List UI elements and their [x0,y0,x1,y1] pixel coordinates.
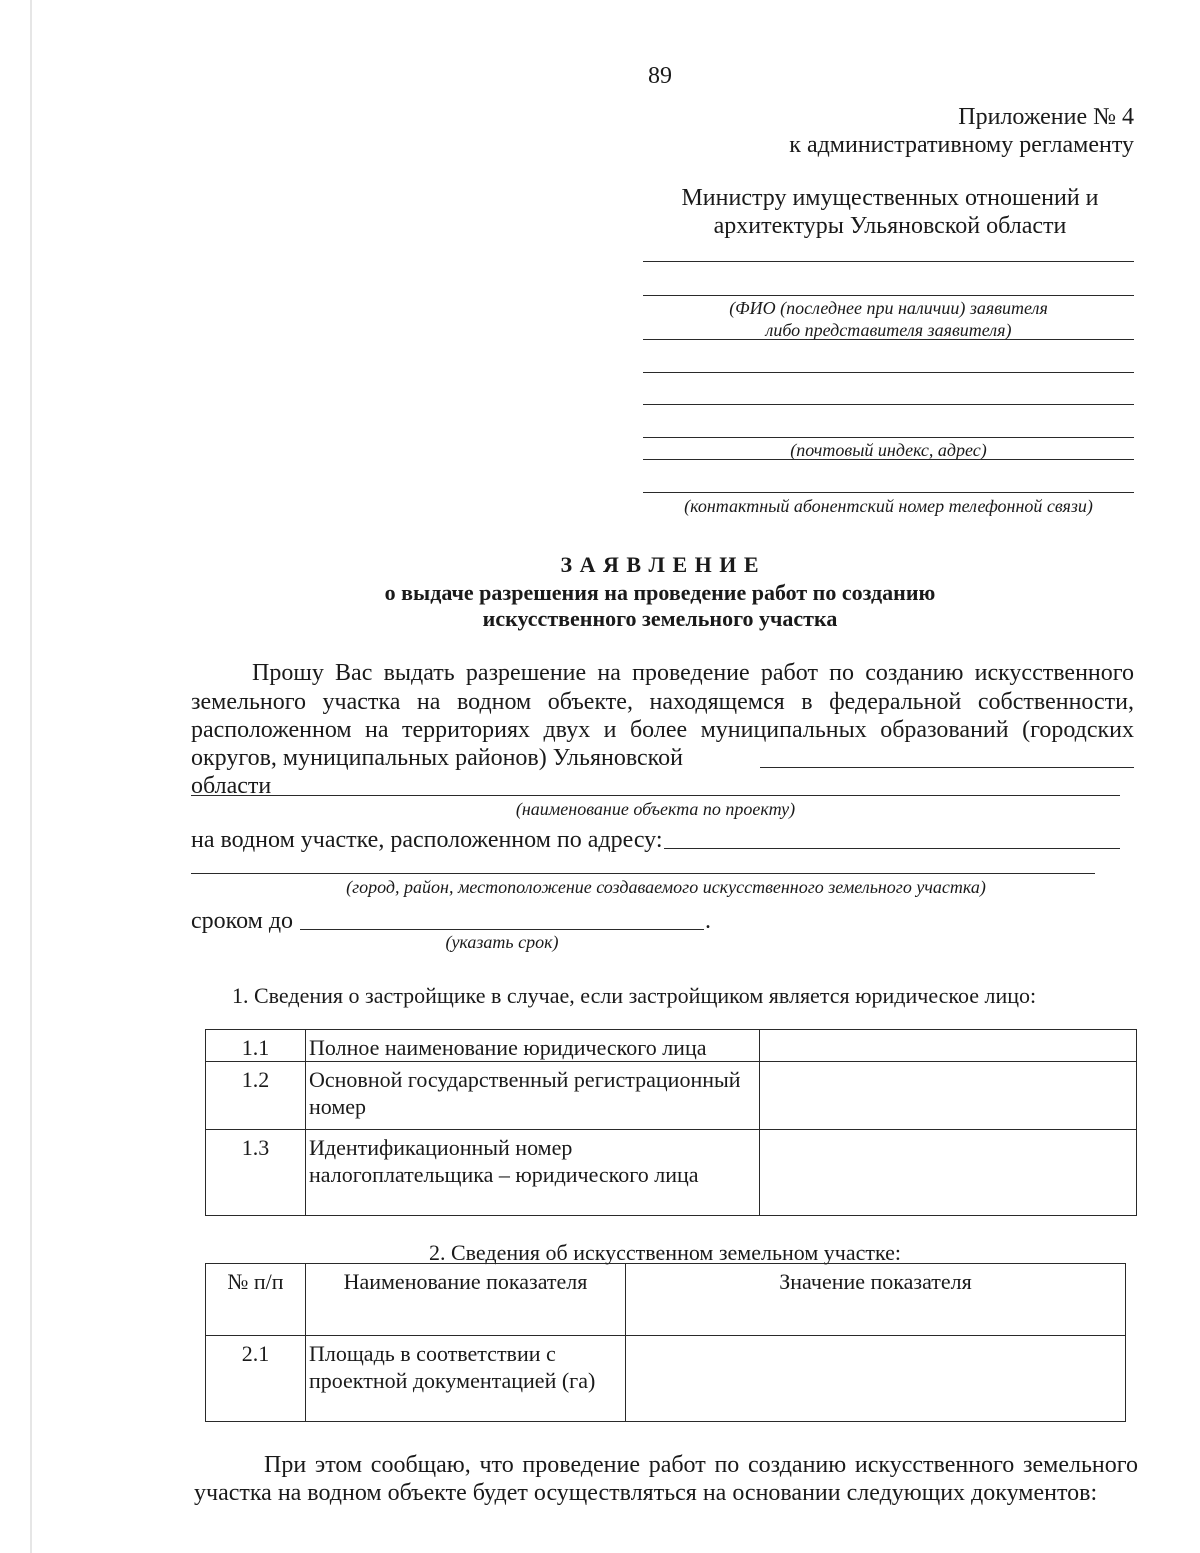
location-caption: (город, район, местоположение создаваемого искусственного земельного участка) [346,877,986,897]
document-title: З А Я В Л Е Н И Е [560,552,760,577]
applicant-fio-line-2[interactable] [643,295,1134,296]
row-number: 1.2 [206,1062,306,1130]
table-row [206,1062,1137,1130]
object-address-line-2[interactable] [191,873,1095,874]
address-caption: (почтовый индекс, адрес) [790,440,987,460]
body-line-2: земельного участка на водном объекте, находящемся в федеральной собственности, [191,689,1134,715]
body-line-4: округов, муниципальных районов) Ульяновской области [191,745,683,799]
term-end-dot: . [705,908,711,934]
applicant-line-3[interactable] [643,339,1134,340]
fio-caption-1: (ФИО (последнее при наличии) заявителя [729,298,1048,318]
address-label: на водном участке, расположенном по адресу: [191,827,663,853]
row-label: Площадь в соответствии с проектной документацией (га) [306,1336,626,1422]
applicant-address-line-2[interactable] [643,404,1134,405]
row-label: Полное наименование юридического лица [306,1030,760,1062]
appendix-title: Приложение № 4 [958,104,1134,130]
row-number: 1.1 [206,1030,306,1062]
applicant-fio-line-1[interactable] [643,261,1134,262]
body-line-1: Прошу Вас выдать разрешение на проведение работ по созданию искусственного [252,660,1134,686]
table-row [206,1336,1126,1422]
applicant-address-line-1[interactable] [643,372,1134,373]
row-value-cell[interactable] [760,1062,1137,1130]
table-row [206,1130,1137,1216]
object-name-line-1[interactable] [760,767,1134,768]
row-value-cell[interactable] [760,1130,1137,1216]
object-name-caption: (наименование объекта по проекту) [515,799,796,819]
body-line-3: расположенном на территориях двух и более муниципальных образований (городских [191,717,1134,743]
section-2-heading: 2. Сведения об искусственном земельном участке: [428,1240,901,1265]
section-1-heading: 1. Сведения о застройщике в случае, если застройщиком является юридическое лицо: [232,983,1037,1008]
page-number: 89 [648,63,672,89]
row-value-cell[interactable] [626,1336,1126,1422]
closing-line-1: При этом сообщаю, что проведение работ по созданию искусственного земельного [264,1452,1138,1478]
object-address-line-1[interactable] [664,848,1120,849]
applicant-phone-line-1[interactable] [643,459,1134,460]
object-name-line-2[interactable] [191,795,1120,796]
term-caption: (указать срок) [445,932,559,952]
row-value-cell[interactable] [760,1030,1137,1062]
developer-table [205,1029,1137,1216]
term-input-line[interactable] [300,929,704,930]
row-number: 2.1 [206,1336,306,1422]
applicant-address-line-3[interactable] [643,437,1134,438]
fio-caption-2: либо представителя заявителя) [765,320,1012,340]
land-plot-table [205,1263,1126,1422]
addressee-line-2: архитектуры Ульяновской области [713,213,1067,239]
row-label: Идентификационный номер налогоплательщика – юридического лица [306,1130,760,1216]
table-header-row [206,1264,1126,1336]
row-number: 1.3 [206,1130,306,1216]
phone-caption: (контактный абонентский номер телефонной связи) [684,496,1093,516]
scan-edge [30,0,32,1553]
term-label: сроком до [191,908,294,934]
header-indicator-name: Наименование показателя [306,1264,626,1336]
applicant-phone-line-2[interactable] [643,492,1134,493]
document-subtitle-2: искусственного земельного участка [482,606,838,631]
addressee-line-1: Министру имущественных отношений и [681,185,1099,211]
header-indicator-value: Значение показателя [626,1264,1126,1336]
table-row [206,1030,1137,1062]
closing-line-2: участка на водном объекте будет осуществляться на основании следующих документов: [194,1480,1098,1506]
row-label: Основной государственный регистрационный номер [306,1062,760,1130]
appendix-subtitle: к административному регламенту [789,132,1134,158]
document-subtitle-1: о выдаче разрешения на проведение работ по созданию [384,580,936,605]
header-number: № п/п [206,1264,306,1336]
